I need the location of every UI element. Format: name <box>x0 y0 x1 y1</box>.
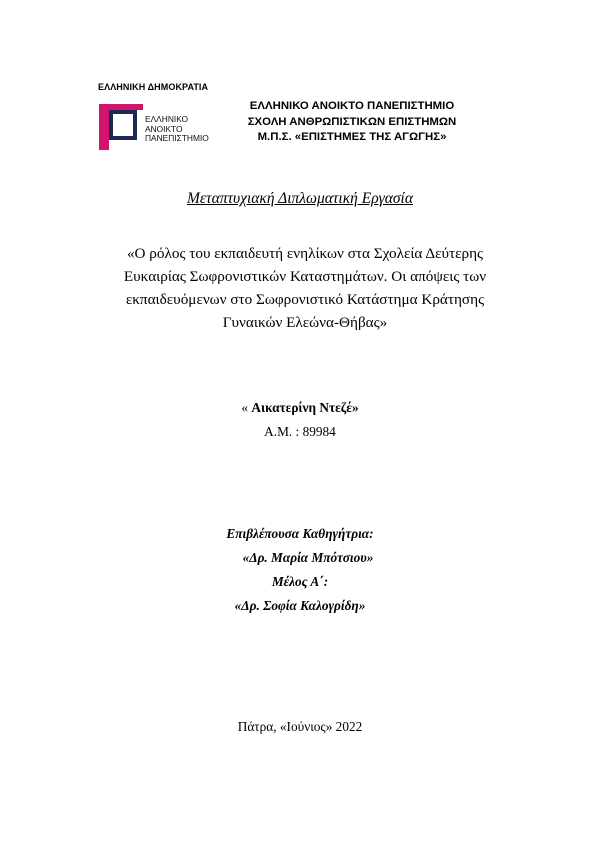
university-header <box>232 99 472 146</box>
republic-label: ΕΛΛΗΝΙΚΗ ΔΗΜΟΚΡΑΤΙΑ <box>98 82 209 92</box>
supervisor-name: «Δρ. Μαρία Μπότσιου» <box>242 550 374 565</box>
university-logo <box>99 104 239 152</box>
university-logo-text <box>145 115 209 144</box>
place-date: Πάτρα, «Ιούνιος» 2022 <box>237 719 363 734</box>
committee-member-label: Μέλος Α΄: <box>271 574 329 589</box>
author-name-line <box>0 400 600 416</box>
thesis-type-heading: Μεταπτυχιακή Διπλωματική Εργασία <box>187 190 413 207</box>
program-name: Μ.Π.Σ. «ΕΠΙΣΤΗΜΕΣ ΤΗΣ ΑΓΩΓΗΣ» <box>257 131 447 143</box>
thesis-title: «Ο ρόλος του εκπαιδευτή ενηλίκων στα Σχολεία Δεύτερης Ευκαιρίας Σωφρονιστικών Καταστημάτων. Οι απόψεις των εκπαιδευόμενων στο Σωφρονιστικό Κατάστημα Κράτησης Γυναικών Ελεώνα-Θήβας» <box>123 245 487 331</box>
logo-line: ΑΝΟΙΚΤΟ <box>145 123 183 134</box>
logo-line: ΕΛΛΗΝΙΚΟ <box>145 114 189 124</box>
committee-member-name: «Δρ. Σοφία Καλογρίδη» <box>234 598 366 613</box>
author-name: Αικατερίνη Ντεζέ» <box>251 400 359 415</box>
student-id: Α.Μ. : 89984 <box>264 424 336 439</box>
school-name: ΣΧΟΛΗ ΑΝΘΡΩΠΙΣΤΙΚΩΝ ΕΠΙΣΤΗΜΩΝ <box>247 115 457 128</box>
logo-line: ΠΑΝΕΠΙΣΤΗΜΙΟ <box>145 133 209 144</box>
university-name: ΕΛΛΗΝΙΚΟ ΑΝΟΙΚΤΟ ΠΑΝΕΠΙΣΤΗΜΙΟ <box>249 100 455 112</box>
university-logo-mark-icon <box>99 104 143 150</box>
supervisor-label: Επιβλέπουσα Καθηγήτρια: <box>226 526 374 541</box>
author-open-quote: « <box>241 400 252 415</box>
supervision-block <box>0 522 600 618</box>
